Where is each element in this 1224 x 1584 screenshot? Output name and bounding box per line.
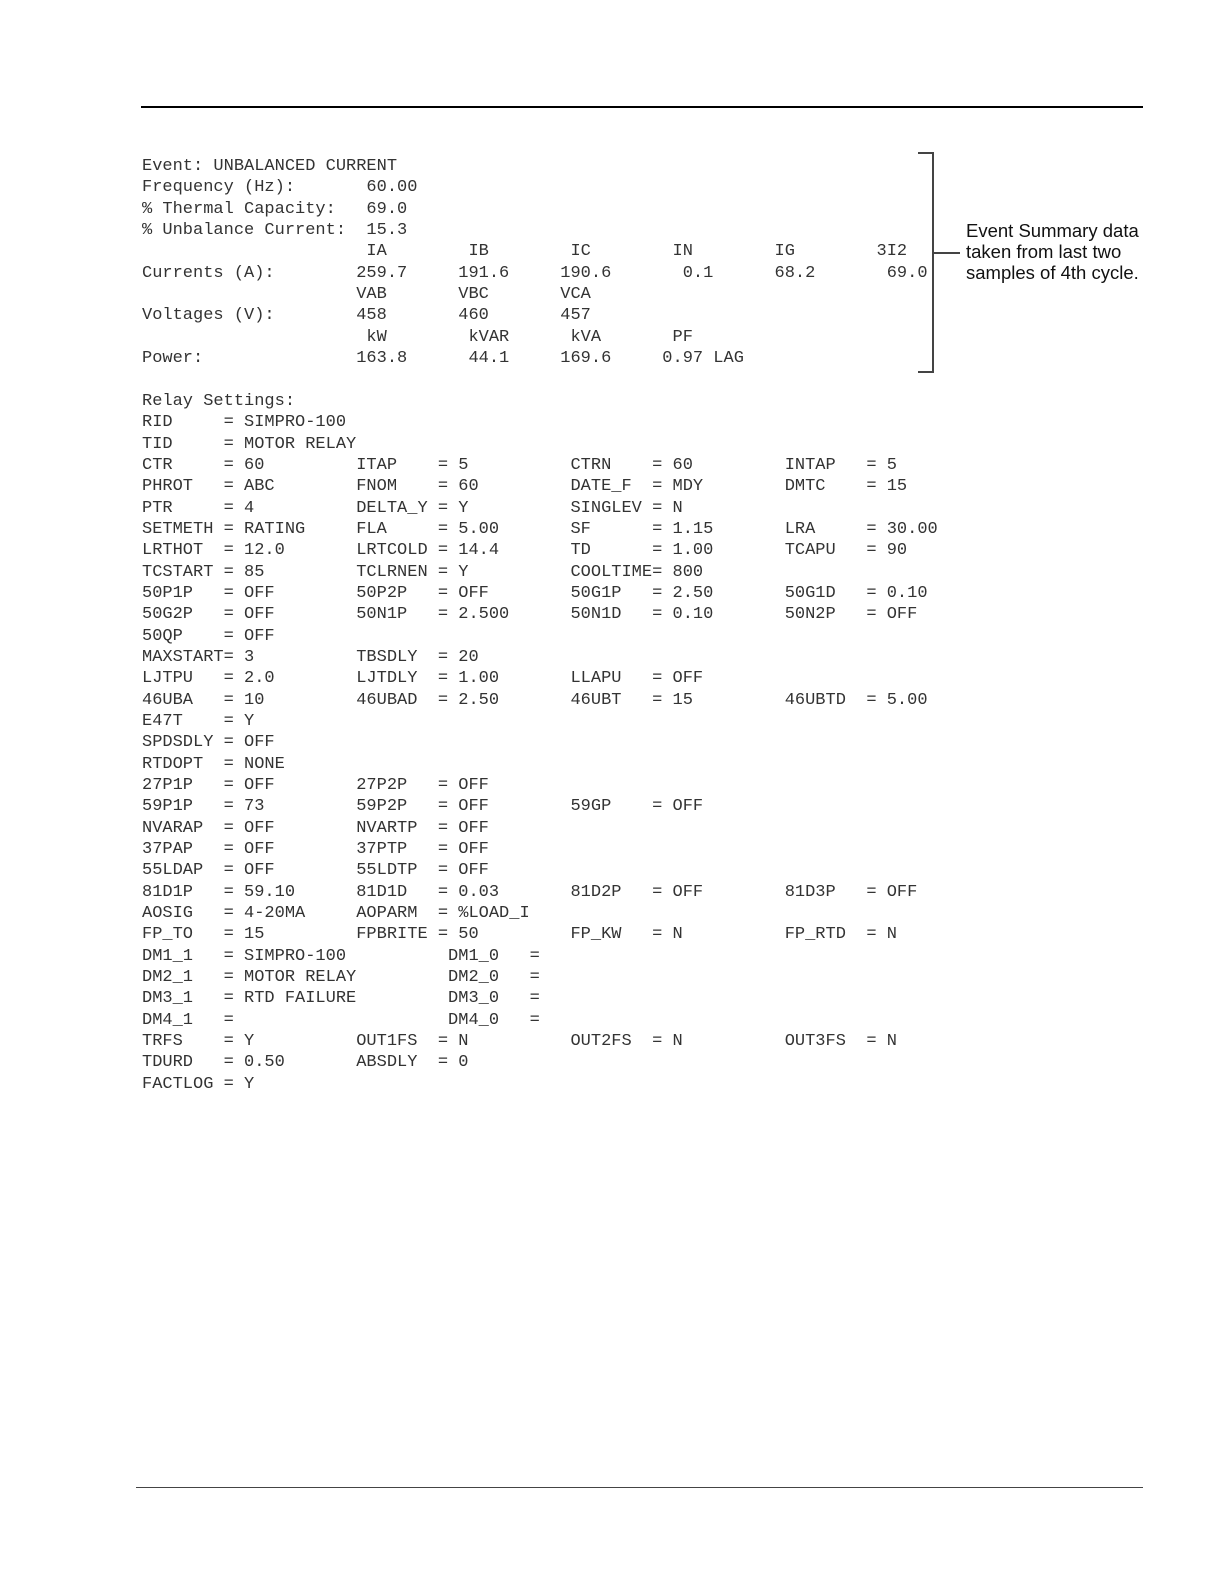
- setting-line: 46UBA = 10 46UBAD = 2.50 46UBT = 15 46UBTD = 5.00: [142, 690, 928, 710]
- setting-line: 81D1P = 59.10 81D1D = 0.03 81D2P = OFF 81D3P = OFF: [142, 882, 918, 902]
- summary-line: Voltages (V): 458 460 457: [142, 306, 591, 326]
- setting-line: 59P1P = 73 59P2P = OFF 59GP = OFF: [142, 797, 704, 817]
- setting-line: PHROT = ABC FNOM = 60 DATE_F = MDY DMTC = 15: [142, 477, 908, 497]
- setting-line: AOSIG = 4-20MA AOPARM = %LOAD_I: [142, 903, 530, 923]
- setting-line: 55LDAP = OFF 55LDTP = OFF: [142, 861, 489, 881]
- setting-line: SETMETH = RATING FLA = 5.00 SF = 1.15 LRA = 30.00: [142, 519, 938, 539]
- setting-line: 50P1P = OFF 50P2P = OFF 50G1P = 2.50 50G1D = 0.10: [142, 583, 928, 603]
- event-summary-block: [142, 156, 928, 369]
- setting-line: E47T = Y: [142, 711, 255, 731]
- setting-line: LRTHOT = 12.0 LRTCOLD = 14.4 TD = 1.00 TCAPU = 90: [142, 541, 908, 561]
- setting-line: RID = SIMPRO-100: [142, 413, 347, 433]
- setting-line: FACTLOG = Y: [142, 1074, 255, 1094]
- annotation-line: Event Summary data: [966, 220, 1139, 241]
- bracket-vertical: [932, 153, 934, 373]
- setting-line: 50G2P = OFF 50N1P = 2.500 50N1D = 0.10 50N2P = OFF: [142, 605, 918, 625]
- summary-line: % Thermal Capacity: 69.0: [142, 199, 408, 219]
- summary-line: Frequency (Hz): 60.00: [142, 178, 418, 198]
- summary-line: Power: 163.8 44.1 169.6 0.97 LAG: [142, 348, 744, 368]
- setting-line: FP_TO = 15 FPBRITE = 50 FP_KW = N FP_RTD = N: [142, 925, 897, 945]
- summary-line: VAB VBC VCA: [142, 284, 591, 304]
- setting-line: PTR = 4 DELTA_Y = Y SINGLEV = N: [142, 498, 683, 518]
- summary-line: IA IB IC IN IG 3I2: [142, 242, 908, 262]
- setting-line: TCSTART = 85 TCLRNEN = Y COOLTIME= 800: [142, 562, 704, 582]
- annotation-line: samples of 4th cycle.: [966, 262, 1139, 283]
- setting-line: 27P1P = OFF 27P2P = OFF: [142, 775, 489, 795]
- summary-line: Currents (A): 259.7 191.6 190.6 0.1 68.2 69.0: [142, 263, 928, 283]
- setting-line: DM2_1 = MOTOR RELAY DM2_0 =: [142, 967, 540, 987]
- setting-line: LJTPU = 2.0 LJTDLY = 1.00 LLAPU = OFF: [142, 669, 704, 689]
- setting-line: Relay Settings:: [142, 392, 296, 411]
- setting-line: DM1_1 = SIMPRO-100 DM1_0 =: [142, 946, 540, 966]
- setting-line: RTDOPT = NONE: [142, 754, 285, 774]
- setting-line: CTR = 60 ITAP = 5 CTRN = 60 INTAP = 5: [142, 455, 897, 475]
- footer-rule: [136, 1487, 1143, 1488]
- header-rule: [141, 106, 1143, 108]
- bracket-bottom: [918, 371, 934, 373]
- setting-line: DM4_1 = DM4_0 =: [142, 1010, 540, 1030]
- annotation-pointer: [934, 252, 960, 254]
- summary-line: Event: UNBALANCED CURRENT: [142, 157, 398, 176]
- relay-settings-block: [142, 391, 938, 1095]
- setting-line: 50QP = OFF: [142, 626, 275, 646]
- annotation-line: taken from last two: [966, 241, 1122, 262]
- setting-line: DM3_1 = RTD FAILURE DM3_0 =: [142, 989, 540, 1009]
- event-summary-annotation: [966, 220, 1139, 283]
- setting-line: SPDSDLY = OFF: [142, 733, 275, 753]
- setting-line: MAXSTART= 3 TBSDLY = 20: [142, 647, 479, 667]
- setting-line: TRFS = Y OUT1FS = N OUT2FS = N OUT3FS = N: [142, 1031, 897, 1051]
- setting-line: TID = MOTOR RELAY: [142, 434, 357, 454]
- setting-line: 37PAP = OFF 37PTP = OFF: [142, 839, 489, 859]
- setting-line: TDURD = 0.50 ABSDLY = 0: [142, 1053, 469, 1073]
- setting-line: NVARAP = OFF NVARTP = OFF: [142, 818, 489, 838]
- summary-line: % Unbalance Current: 15.3: [142, 220, 408, 240]
- summary-line: kW kVAR kVA PF: [142, 327, 693, 347]
